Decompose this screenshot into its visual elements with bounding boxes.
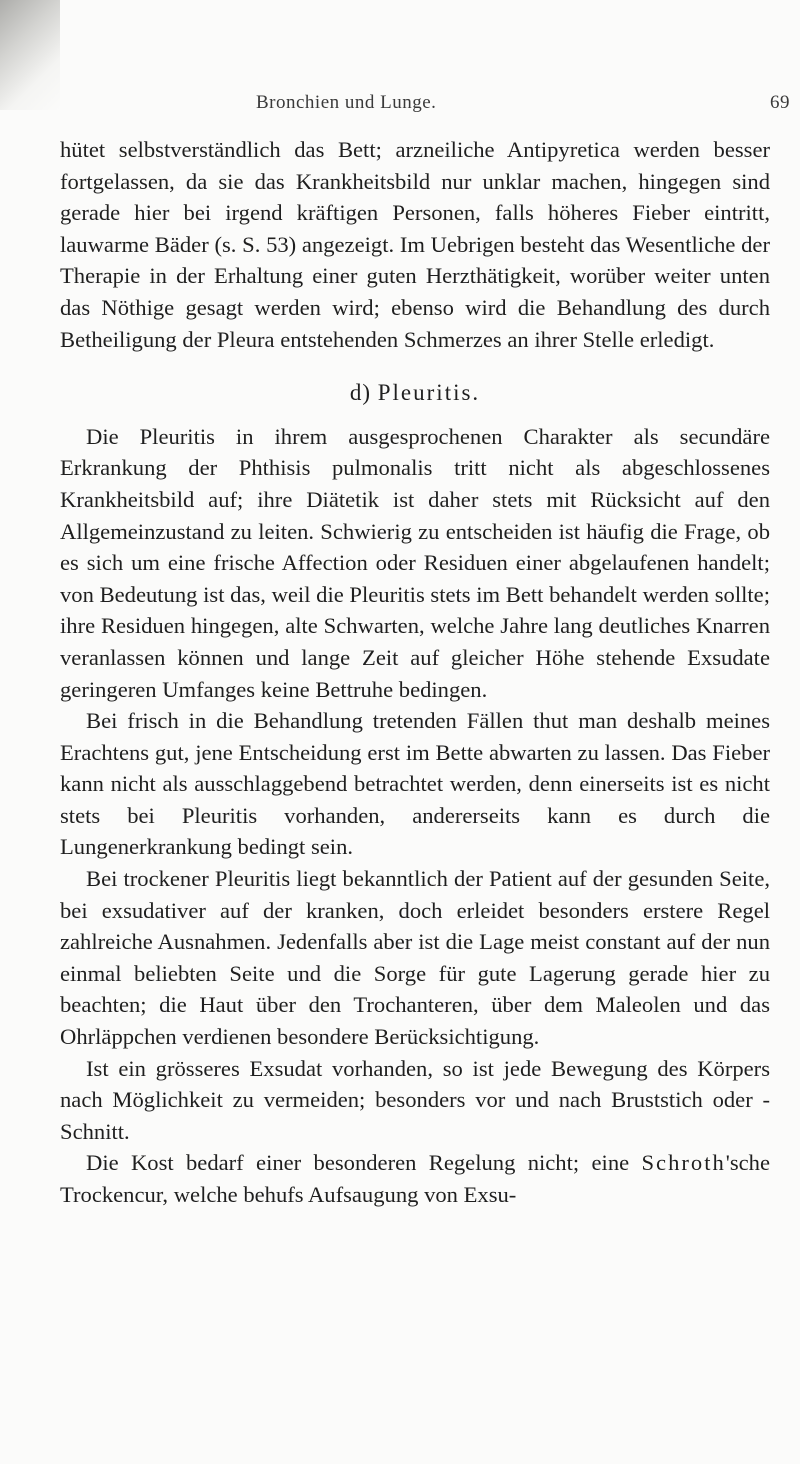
- page-corner-shadow: [0, 0, 60, 110]
- paragraph-continuation: hütet selbstverständlich das Bett; arzneiliche Antipyretica werden besser fortgelassen, da sie das Krankheitsbild nur unklar machen, hingegen sind gerade hier bei irgend kräftigen Personen, falls höheres Fieber eintritt, lauwarme Bäder (s. S. 53) angezeigt. Im Uebrigen besteht das Wesentliche der Therapie in der Erhaltung einer guten Herzthätigkeit, worüber weiter unten das Nöthige gesagt werden wird; ebenso wird die Behandlung des durch Betheiligung der Pleura entstehenden Schmerzes an ihrer Stelle erledigt.: [60, 137, 770, 352]
- section-label: d): [349, 380, 378, 406]
- page-number: 69: [770, 92, 790, 113]
- author-name: Schroth: [641, 1150, 726, 1176]
- paragraph: Bei frisch in die Behandlung tretenden Fällen thut man deshalb meines Erachtens gut, jene Entscheidung erst im Bette abwarten zu lassen. Das Fieber kann nicht als ausschlaggebend betrachtet werden, denn einerseits ist es nicht stets bei Pleuritis vorhanden, andererseits kann es durch die Lungenerkrankung bedingt sein.: [60, 708, 770, 860]
- paragraph: Die Pleuritis in ihrem ausgesprochenen Charakter als secundäre Erkrankung der Phthisis pulmonalis tritt nicht als abgeschlossenes Krankheitsbild auf; ihre Diätetik ist daher stets mit Rücksicht auf den Allgemeinzustand zu leiten. Schwierig zu entscheiden ist häufig die Frage, ob es sich um eine frische Affection oder Residuen einer abgelaufenen handelt; von Bedeutung ist das, weil die Pleuritis stets im Bett behandelt werden sollte; ihre Residuen hingegen, alte Schwarten, welche Jahre lang deutliches Knarren veranlassen können und lange Zeit auf gleicher Höhe stehende Exsudate geringeren Umfanges keine Bettruhe bedingen.: [60, 423, 770, 702]
- paragraph-text: Die Kost bedarf einer besonderen Regelung nicht; eine: [86, 1150, 642, 1176]
- section-title: Pleuritis.: [377, 380, 481, 406]
- paragraph: Bei trockener Pleuritis liegt bekanntlich der Patient auf der gesunden Seite, bei exsudativer auf der kranken, doch erleidet besonders erstere Regel zahlreiche Ausnahmen. Jedenfalls aber ist die Lage meist constant auf der nun einmal beliebten Seite und die Sorge für gute Lagerung gerade hier zu beachten; die Haut über den Trochanteren, über dem Maleolen und das Ohrläppchen verdienen besondere Berücksichtigung.: [60, 866, 770, 1050]
- body-text: [60, 134, 770, 1211]
- paragraph: Ist ein grösseres Exsudat vorhanden, so ist jede Bewegung des Körpers nach Möglichkeit zu vermeiden; besonders vor und nach Bruststich oder -Schnitt.: [60, 1055, 770, 1144]
- paragraph: [60, 1147, 770, 1210]
- paragraph-text: 'sche Trockencur, welche behufs Aufsaugung von Exsu-: [60, 1150, 770, 1207]
- running-head-title: Bronchien und Lunge.: [256, 92, 437, 113]
- section-heading: [60, 377, 770, 409]
